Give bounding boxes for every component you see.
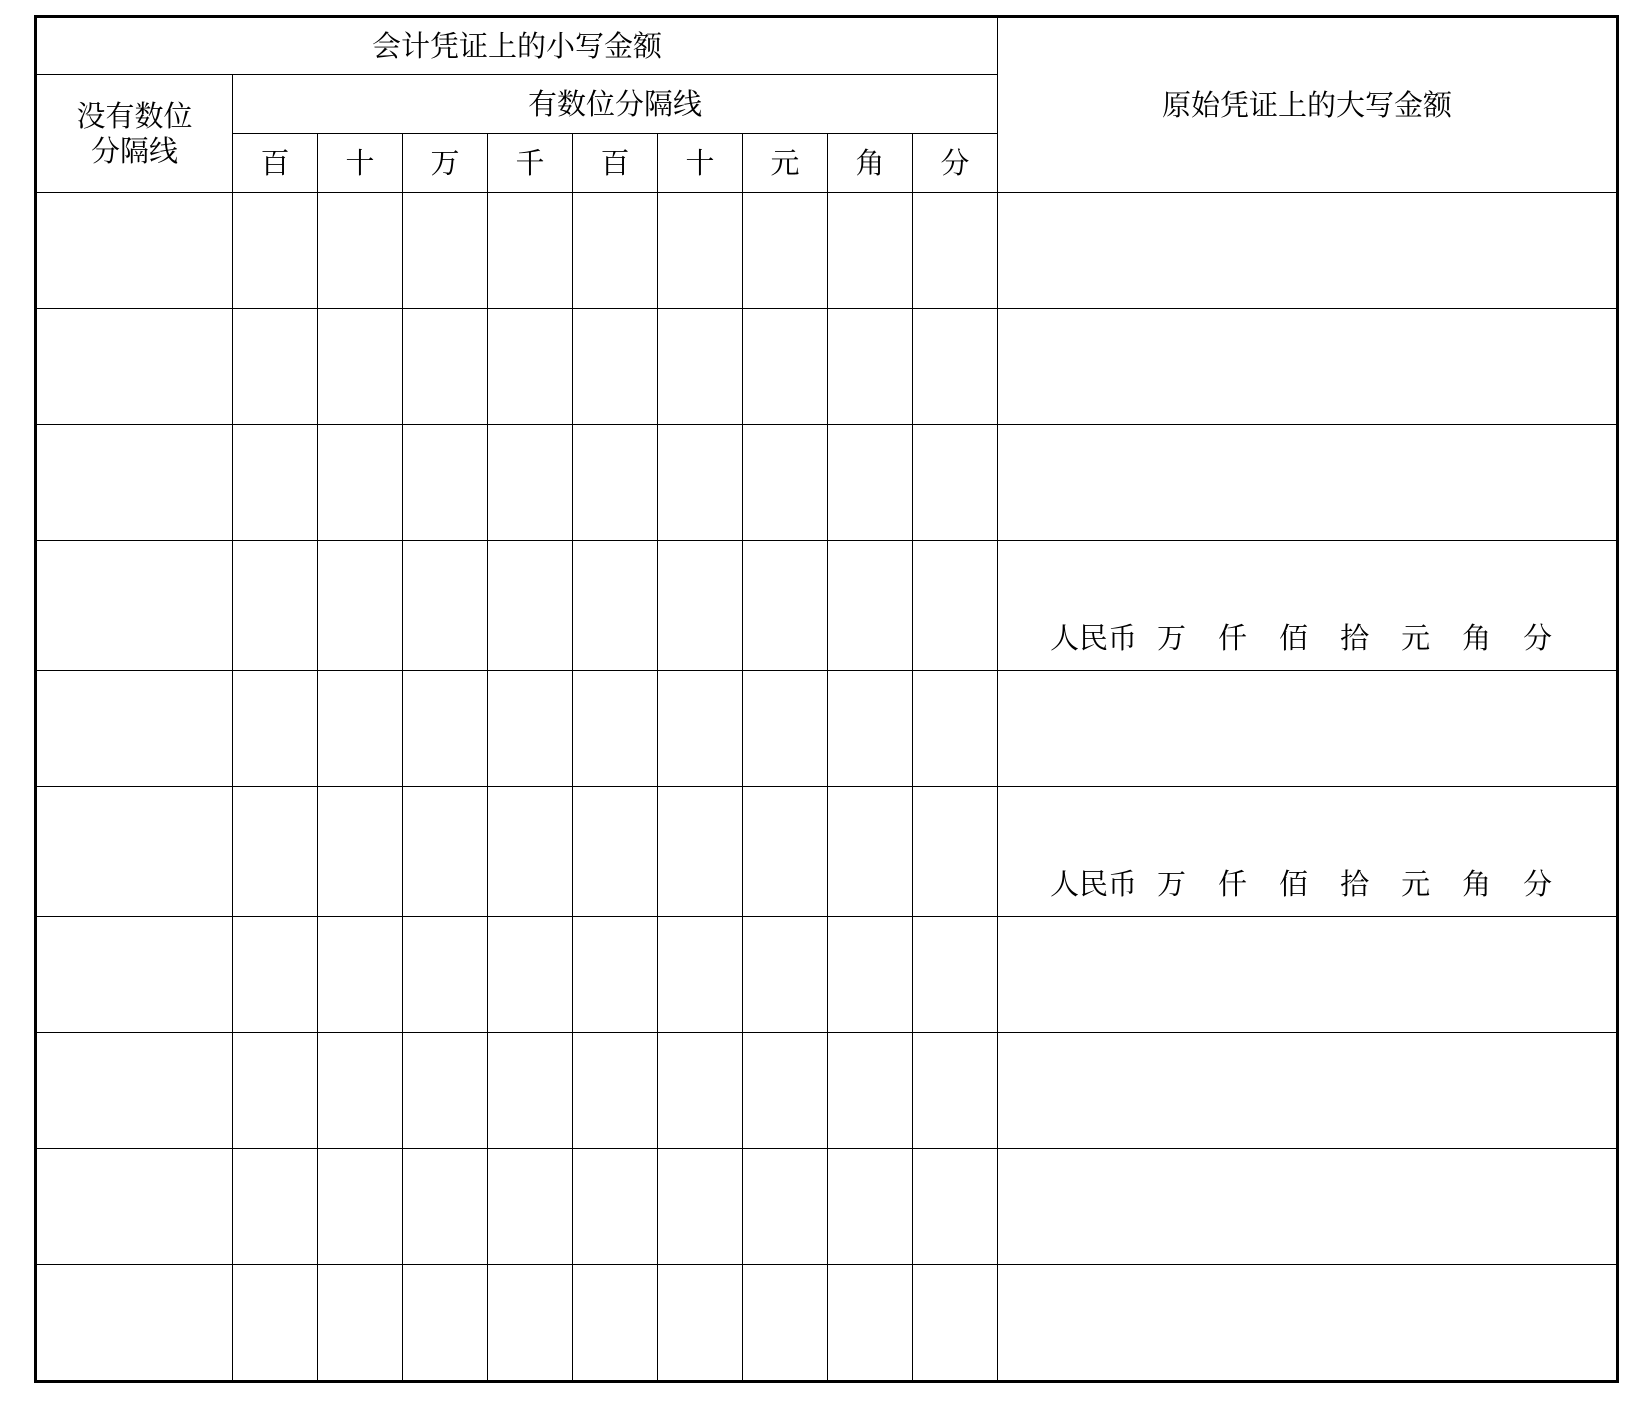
digit-cell[interactable]: [743, 425, 828, 541]
digit-cell[interactable]: [573, 425, 658, 541]
rmb-unit: 角: [1462, 867, 1492, 902]
rmb-unit: 万: [1157, 621, 1187, 656]
digit-cell[interactable]: [403, 193, 488, 309]
digit-cell[interactable]: [488, 425, 573, 541]
digit-header: 分: [913, 134, 998, 193]
digit-cell[interactable]: [318, 425, 403, 541]
digit-cell[interactable]: [403, 787, 488, 917]
digit-cell[interactable]: [913, 671, 998, 787]
digit-cell[interactable]: [743, 787, 828, 917]
rmb-unit: 仟: [1218, 867, 1248, 902]
digit-cell[interactable]: [233, 541, 318, 671]
digit-cell[interactable]: [318, 917, 403, 1033]
digit-cell[interactable]: [913, 309, 998, 425]
digit-header: 十: [658, 134, 743, 193]
rmb-prefix: 人民币: [1050, 867, 1138, 902]
digit-cell[interactable]: [488, 671, 573, 787]
digit-cell[interactable]: [828, 425, 913, 541]
digit-cell[interactable]: [743, 193, 828, 309]
digit-header: 万: [403, 134, 488, 193]
digit-cell[interactable]: [658, 309, 743, 425]
digit-header: 元: [743, 134, 828, 193]
digit-cell[interactable]: [488, 193, 573, 309]
digit-cell[interactable]: [403, 1033, 488, 1149]
digit-cell[interactable]: [573, 1033, 658, 1149]
table-row: [36, 193, 1618, 309]
rmb-unit: 佰: [1279, 621, 1309, 656]
digit-cell[interactable]: [233, 917, 318, 1033]
digit-cell[interactable]: [488, 1149, 573, 1265]
digit-cell[interactable]: [658, 1265, 743, 1382]
big-amount-cell[interactable]: [998, 309, 1618, 425]
digit-cell[interactable]: [743, 671, 828, 787]
digit-cell[interactable]: [913, 917, 998, 1033]
digit-cell[interactable]: [318, 193, 403, 309]
digit-cell[interactable]: [573, 193, 658, 309]
digit-cell[interactable]: [658, 1149, 743, 1265]
digit-cell[interactable]: [233, 309, 318, 425]
digit-cell[interactable]: [828, 1149, 913, 1265]
rmb-unit: 角: [1462, 621, 1492, 656]
digit-cell[interactable]: [658, 541, 743, 671]
table-row: [36, 917, 1618, 1033]
big-amount-cell[interactable]: [998, 1033, 1618, 1149]
big-amount-cell[interactable]: [998, 193, 1618, 309]
digit-cell[interactable]: [743, 1265, 828, 1382]
no-separator-header: [36, 75, 233, 193]
digit-cell[interactable]: [913, 541, 998, 671]
digit-cell[interactable]: [233, 671, 318, 787]
digit-cell[interactable]: [828, 1265, 913, 1382]
digit-cell[interactable]: [743, 309, 828, 425]
digit-cell[interactable]: [318, 1033, 403, 1149]
digit-cell[interactable]: [488, 1265, 573, 1382]
table-row: [36, 1033, 1618, 1149]
digit-cell[interactable]: [403, 1265, 488, 1382]
rmb-unit: 佰: [1279, 867, 1309, 902]
table-row: [36, 425, 1618, 541]
no-separator-cell[interactable]: [36, 541, 233, 671]
big-amount-cell[interactable]: [998, 1149, 1618, 1265]
digit-cell[interactable]: [913, 1265, 998, 1382]
table-row: [36, 671, 1618, 787]
digit-cell[interactable]: [318, 1265, 403, 1382]
big-amount-cell[interactable]: [998, 541, 1618, 671]
digit-cell[interactable]: [913, 1149, 998, 1265]
digit-cell[interactable]: [828, 193, 913, 309]
digit-header: 十: [318, 134, 403, 193]
big-amount-cell[interactable]: [998, 671, 1618, 787]
big-amount-cell[interactable]: [998, 1265, 1618, 1382]
table-row: [36, 541, 1618, 671]
no-separator-cell[interactable]: [36, 917, 233, 1033]
digit-cell[interactable]: [743, 917, 828, 1033]
digit-cell[interactable]: [233, 1265, 318, 1382]
digit-header: 角: [828, 134, 913, 193]
no-separator-cell[interactable]: [36, 1033, 233, 1149]
digit-cell[interactable]: [573, 917, 658, 1033]
no-separator-cell[interactable]: [36, 1149, 233, 1265]
table-row: [36, 309, 1618, 425]
rmb-unit: 元: [1401, 867, 1431, 902]
digit-cell[interactable]: [573, 787, 658, 917]
digit-cell[interactable]: [828, 917, 913, 1033]
no-separator-cell[interactable]: [36, 1265, 233, 1382]
rmb-unit: 万: [1157, 867, 1187, 902]
rmb-unit: 拾: [1340, 867, 1370, 902]
digit-cell[interactable]: [318, 671, 403, 787]
digit-cell[interactable]: [403, 425, 488, 541]
digit-cell[interactable]: [403, 541, 488, 671]
digit-cell[interactable]: [573, 541, 658, 671]
digit-cell[interactable]: [828, 541, 913, 671]
digit-cell[interactable]: [233, 425, 318, 541]
digit-cell[interactable]: [488, 1033, 573, 1149]
no-separator-cell[interactable]: [36, 309, 233, 425]
digit-cell[interactable]: [233, 787, 318, 917]
digit-cell[interactable]: [658, 425, 743, 541]
digit-cell[interactable]: [233, 1149, 318, 1265]
no-separator-line1: 没有数位: [76, 98, 193, 133]
small-amount-title: 会计凭证上的小写金额: [36, 17, 998, 75]
table-row: [36, 1265, 1618, 1382]
digit-cell[interactable]: [318, 541, 403, 671]
digit-cell[interactable]: [233, 1033, 318, 1149]
digit-cell[interactable]: [913, 787, 998, 917]
digit-cell[interactable]: [658, 671, 743, 787]
digit-cell[interactable]: [658, 917, 743, 1033]
digit-cell[interactable]: [913, 425, 998, 541]
digit-cell[interactable]: [573, 309, 658, 425]
digit-header: 千: [488, 134, 573, 193]
digit-header: 百: [573, 134, 658, 193]
digit-cell[interactable]: [318, 787, 403, 917]
digit-cell[interactable]: [828, 787, 913, 917]
digit-cell[interactable]: [658, 787, 743, 917]
digit-header: 百: [233, 134, 318, 193]
digit-cell[interactable]: [488, 541, 573, 671]
digit-cell[interactable]: [573, 1265, 658, 1382]
big-amount-cell[interactable]: [998, 917, 1618, 1033]
rmb-unit: 分: [1523, 621, 1553, 656]
digit-cell[interactable]: [828, 671, 913, 787]
digit-cell[interactable]: [828, 309, 913, 425]
digit-cell[interactable]: [403, 1149, 488, 1265]
big-amount-title: 原始凭证上的大写金额: [998, 17, 1618, 193]
digit-cell[interactable]: [403, 309, 488, 425]
no-separator-line2: 分隔线: [90, 133, 178, 168]
table-row: [36, 787, 1618, 917]
digit-cell[interactable]: [828, 1033, 913, 1149]
digit-cell[interactable]: [913, 1033, 998, 1149]
digit-cell[interactable]: [658, 193, 743, 309]
no-separator-cell[interactable]: [36, 671, 233, 787]
no-separator-cell[interactable]: [36, 193, 233, 309]
digit-cell[interactable]: [488, 787, 573, 917]
digit-cell[interactable]: [743, 541, 828, 671]
big-amount-cell[interactable]: [998, 425, 1618, 541]
digit-cell[interactable]: [318, 309, 403, 425]
table-row: [36, 1149, 1618, 1265]
digit-cell[interactable]: [913, 193, 998, 309]
rmb-prefix: 人民币: [1050, 621, 1138, 656]
with-separator-header: 有数位分隔线: [233, 75, 998, 134]
rmb-unit: 分: [1523, 867, 1553, 902]
big-amount-cell[interactable]: [998, 787, 1618, 917]
digit-cell[interactable]: [318, 1149, 403, 1265]
digit-cell[interactable]: [573, 1149, 658, 1265]
digit-cell[interactable]: [743, 1033, 828, 1149]
amount-form-table: [34, 15, 1619, 1383]
rmb-unit: 元: [1401, 621, 1431, 656]
digit-cell[interactable]: [743, 1149, 828, 1265]
digit-cell[interactable]: [658, 1033, 743, 1149]
digit-cell[interactable]: [403, 671, 488, 787]
no-separator-cell[interactable]: [36, 425, 233, 541]
digit-cell[interactable]: [573, 671, 658, 787]
rmb-unit: 仟: [1218, 621, 1248, 656]
digit-cell[interactable]: [403, 917, 488, 1033]
digit-cell[interactable]: [488, 309, 573, 425]
no-separator-cell[interactable]: [36, 787, 233, 917]
rmb-unit: 拾: [1340, 621, 1370, 656]
digit-cell[interactable]: [488, 917, 573, 1033]
digit-cell[interactable]: [233, 193, 318, 309]
